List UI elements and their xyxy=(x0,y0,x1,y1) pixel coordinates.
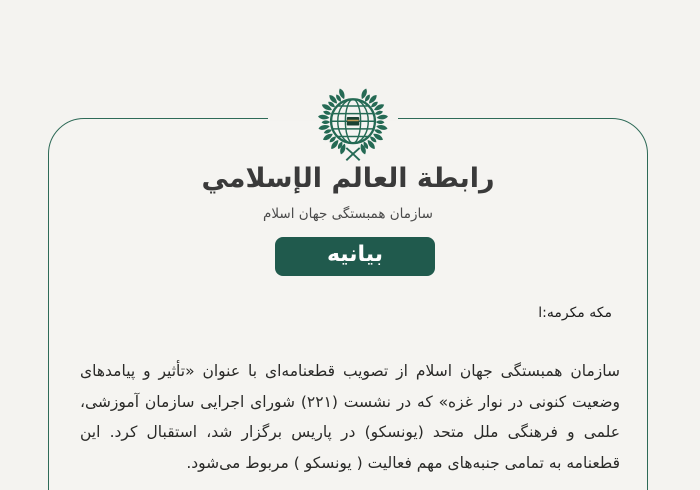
paragraph-line: سازمان همبستگی جهان اسلام از تصویب قطعنامه‌ای با عنوان «تأثیر و پیامدهای xyxy=(80,362,620,380)
statement-banner xyxy=(275,237,435,276)
globe-icon xyxy=(331,99,375,143)
mwl-logo xyxy=(310,85,396,167)
org-name-arabic: رابطة العالم الإسلامي xyxy=(201,163,495,194)
paragraph-line: قطعنامه به تمامی جنبه‌های مهم فعالیت ( یونسکو ) مربوط می‌شود. xyxy=(186,453,620,472)
paragraph-line: وضعیت کنونی در نوار غزه» که در نشست (۲۲۱) شورای اجرایی سازمان آموزشی، xyxy=(80,392,620,411)
statement-paragraph xyxy=(80,356,620,478)
ribbon-icon xyxy=(346,148,359,160)
org-name-persian: سازمان همبستگی جهان اسلام xyxy=(263,206,433,222)
dateline: مکه مکرمه:ا xyxy=(538,305,612,321)
paragraph-line: علمی و فرهنگی ملل متحد (یونسکو) در پاریس برگزار شد، استقبال کرد. این xyxy=(80,423,620,441)
statement-banner-label: بیانیه xyxy=(326,242,384,267)
kaaba-icon xyxy=(347,117,359,126)
